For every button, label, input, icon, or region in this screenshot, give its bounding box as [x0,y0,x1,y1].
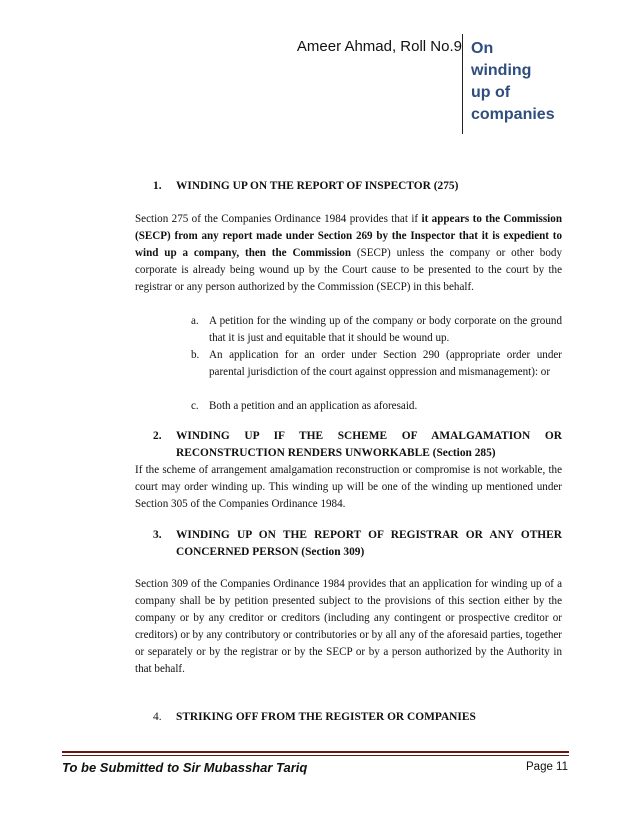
footer-submitted-to: To be Submitted to Sir Mubasshar Tariq [62,760,308,775]
section-1-heading [153,178,576,195]
section-1-item-b [191,347,562,381]
section-1-item-c [191,398,562,415]
header-divider [462,34,463,134]
section-2-number: 2. [153,430,162,442]
section-4-heading [153,709,562,726]
section-3-heading-text: WINDING UP ON THE REPORT OF REGISTRAR OR ANY OTHER CONCERNED PERSON (Section 309) [176,529,562,558]
footer-rule-thin [62,755,569,756]
section-2-heading-text: WINDING UP IF THE SCHEME OF AMALGAMATION OR RECONSTRUCTION RENDERS UNWORKABLE (Section 285) [176,430,562,459]
section-1-number: 1. [153,180,162,192]
section-1-heading-text: WINDING UP ON THE REPORT OF INSPECTOR (275) [176,180,459,192]
section-1-paragraph [135,211,562,296]
section-2-heading [153,428,562,462]
item-letter: a. [191,315,199,327]
header-title-line: up of [471,84,511,101]
section-4-heading-text: STRIKING OFF FROM THE REGISTER OR COMPANIES [176,711,476,723]
header-title [471,38,591,126]
section-4-number: 4. [153,711,162,723]
section-2-paragraph: If the scheme of arrangement amalgamation reconstruction or compromise is not workable, the court may order winding up. This winding up will be one of the winding up mentioned under Section 305 of the Companies Ordinance 1984. [135,464,562,510]
footer-rule-thick [62,751,569,753]
item-text: A petition for the winding up of the company or body corporate on the ground that it is just and equitable that it should be wound up. [209,315,562,344]
item-letter: c. [191,400,199,412]
header-title-line: winding [471,62,532,79]
section-3-number: 3. [153,529,162,541]
header-title-line: companies [471,106,555,123]
section-3-paragraph: Section 309 of the Companies Ordinance 1984 provides that an application for winding up of a company shall be by petition presented subject to the provisions of this section either by the company or by any creditor or creditors (including any contingent or prospective creditor or creditors) or by any contributory or contributories or by all any of the aforesaid parties, together or separately or by the registrar or by the SECP or by a person authorized by the Authority in that behalf. [135,578,562,675]
item-text: An application for an order under Section 290 (appropriate order under parental jurisdiction of the court against oppression and mismanagement): or [209,349,562,378]
footer-page-number: Page 11 [526,761,568,773]
section-1-item-a [191,313,562,347]
section-1-text-bold: it appears to the Commission (SECP) from any report made under Section 269 by the Inspector that it is expedient to wind up a company, then the Commission [135,213,562,259]
header-title-line: On [471,40,494,57]
section-1-text-part1: Section 275 of the Companies Ordinance 1984 provides that if [135,213,422,225]
section-3-heading [153,527,562,561]
item-letter: b. [191,349,200,361]
section-1-text-part2: (SECP) unless the company or other body corporate is already being wound up by the Court cause to be presented to the court by the registrar or any person authorized by the Commission (SECP) in this behalf. [135,247,562,293]
header-author-roll: Ameer Ahmad, Roll No.9 [296,38,462,55]
item-text: Both a petition and an application as aforesaid. [209,400,418,412]
